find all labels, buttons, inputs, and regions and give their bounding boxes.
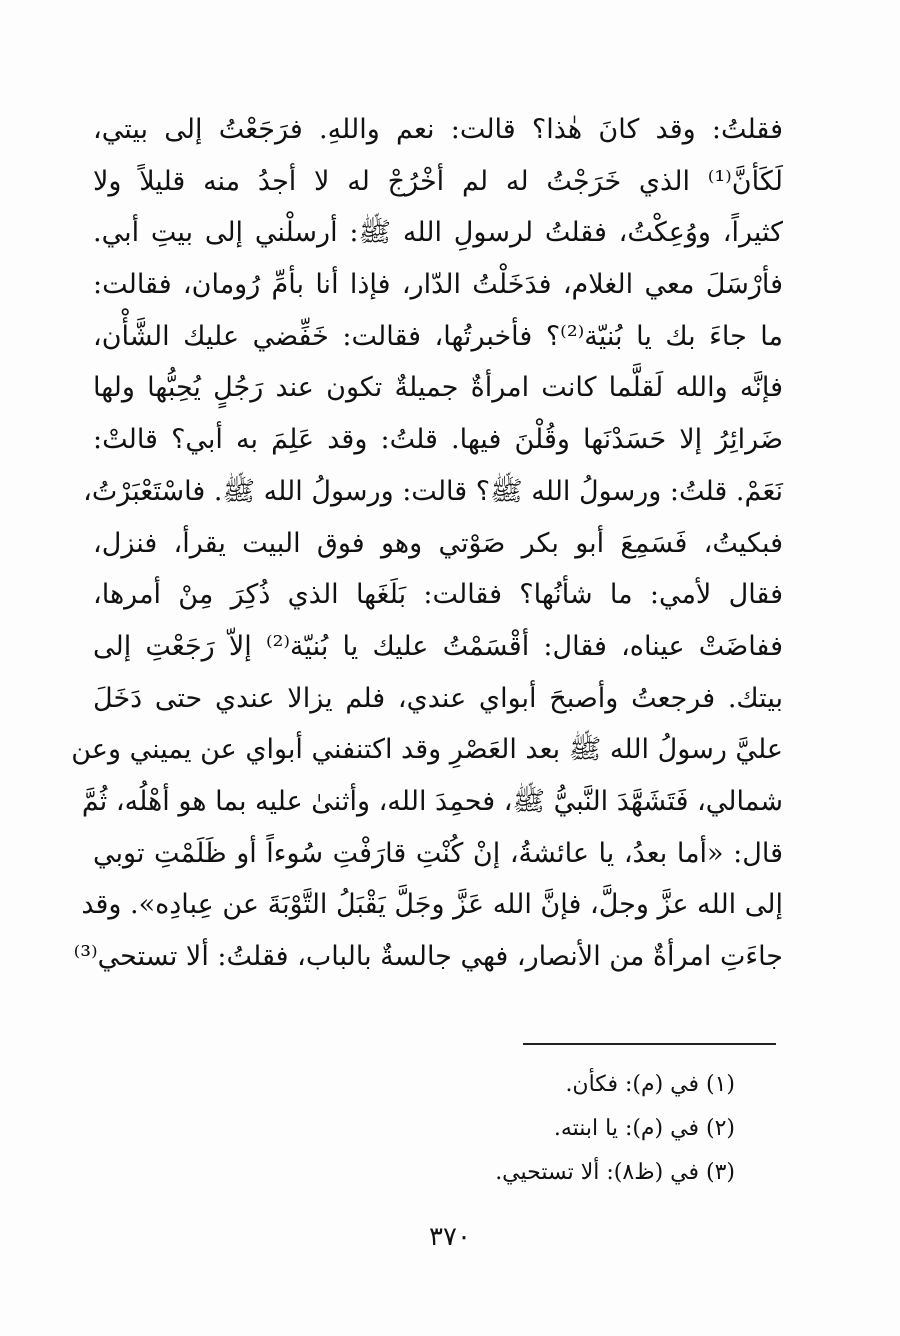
text-line: كثيراً، ووُعِكْتُ، فقلتُ لرسولِ الله ﷺ: أرسلْني إلى بيتِ أبي.	[93, 217, 783, 249]
footnote-separator	[523, 1043, 776, 1045]
text-line: فأرْسَلَ معي الغلام، فدَخَلْتُ الدّار، فإذا أنا بأمِّ رُومان، فقالت:	[93, 269, 783, 301]
text-line: شمالي، فَتَشَهَّدَ النَّبيُّ ﷺ، فحمِدَ الله، وأثنىٰ عليه بما هو أهْلُه، ثُمَّ	[81, 785, 783, 817]
text-line: نَعَمْ. قلتُ: ورسولُ الله ﷺ؟ قالت: ورسولُ الله ﷺ. فاسْتَعْبَرْتُ،	[83, 475, 783, 507]
footnote-item: (١) في (م): فكأن.	[565, 1072, 735, 1097]
text-line: إلى الله عزَّ وجلَّ، فإنَّ الله عَزَّ وجَلَّ يَقْبَلُ التَّوْبَةَ عن عِبادِه». وقد	[81, 889, 783, 921]
text-line: جاءَتِ امرأةٌ من الأنصار، فهي جالسةٌ بالباب، فقلتُ: ألا تستحي⁽³⁾	[73, 941, 783, 972]
text-line: فقال لأمي: ما شأنُها؟ فقالت: بَلَغَها الذي ذُكِرَ مِنْ أمرها،	[93, 579, 783, 611]
text-line: فبكيتُ، فَسَمِعَ أبو بكر صَوْتي وهو فوق البيت يقرأ، فنزل،	[93, 527, 783, 559]
text-line: لَكَأنَّ⁽¹⁾ الذي خَرَجْتُ له لم أخْرُجْ له لا أجدُ منه قليلاً ولا	[93, 165, 783, 197]
text-line: فقلتُ: وقد كانَ هٰذا؟ قالت: نعم واللهِ. فرَجَعْتُ إلى بيتي،	[93, 114, 783, 145]
text-line: ففاضَتْ عيناه، فقال: أقْسَمْتُ عليك يا بُنيّة⁽²⁾ إلاّ رَجَعْتِ إلى	[93, 630, 783, 662]
main-text-block	[71, 104, 783, 983]
text-line: فإنَّه والله لَقلَّما كانت امرأةٌ جميلةٌ تكون عند رَجُلٍ يُحِبُّها ولها	[93, 372, 783, 404]
page-number: ٣٧٠	[429, 1222, 471, 1252]
text-line: بيتك. فرجعتُ وأصبحَ أبواي عندي، فلم يزالا عندي حتى دَخَلَ	[93, 682, 783, 714]
text-line: قال: «أما بعدُ، يا عائشةُ، إنْ كُنْتِ قارَفْتِ سُوءاً أو ظَلَمْتِ توبي	[93, 837, 783, 869]
footnote-item: (٣) في (ظ٨): ألا تستحيي.	[495, 1160, 735, 1185]
text-line: ضَرائِرُ إلا حَسَدْنَها وقُلْنَ فيها. قلتُ: وقد عَلِمَ به أبي؟ قالتْ:	[93, 424, 783, 456]
footnotes	[315, 1063, 735, 1195]
text-line: ما جاءَ بك يا بُنيّة⁽²⁾؟ فأخبرتُها، فقالت: خَفِّضي عليك الشَّأْن،	[93, 320, 783, 352]
footnote-item: (٢) في (م): يا ابنته.	[553, 1116, 735, 1141]
text-line: عليَّ رسولُ الله ﷺ بعد العَصْرِ وقد اكتنفني أبواي عن يميني وعن	[71, 734, 783, 766]
